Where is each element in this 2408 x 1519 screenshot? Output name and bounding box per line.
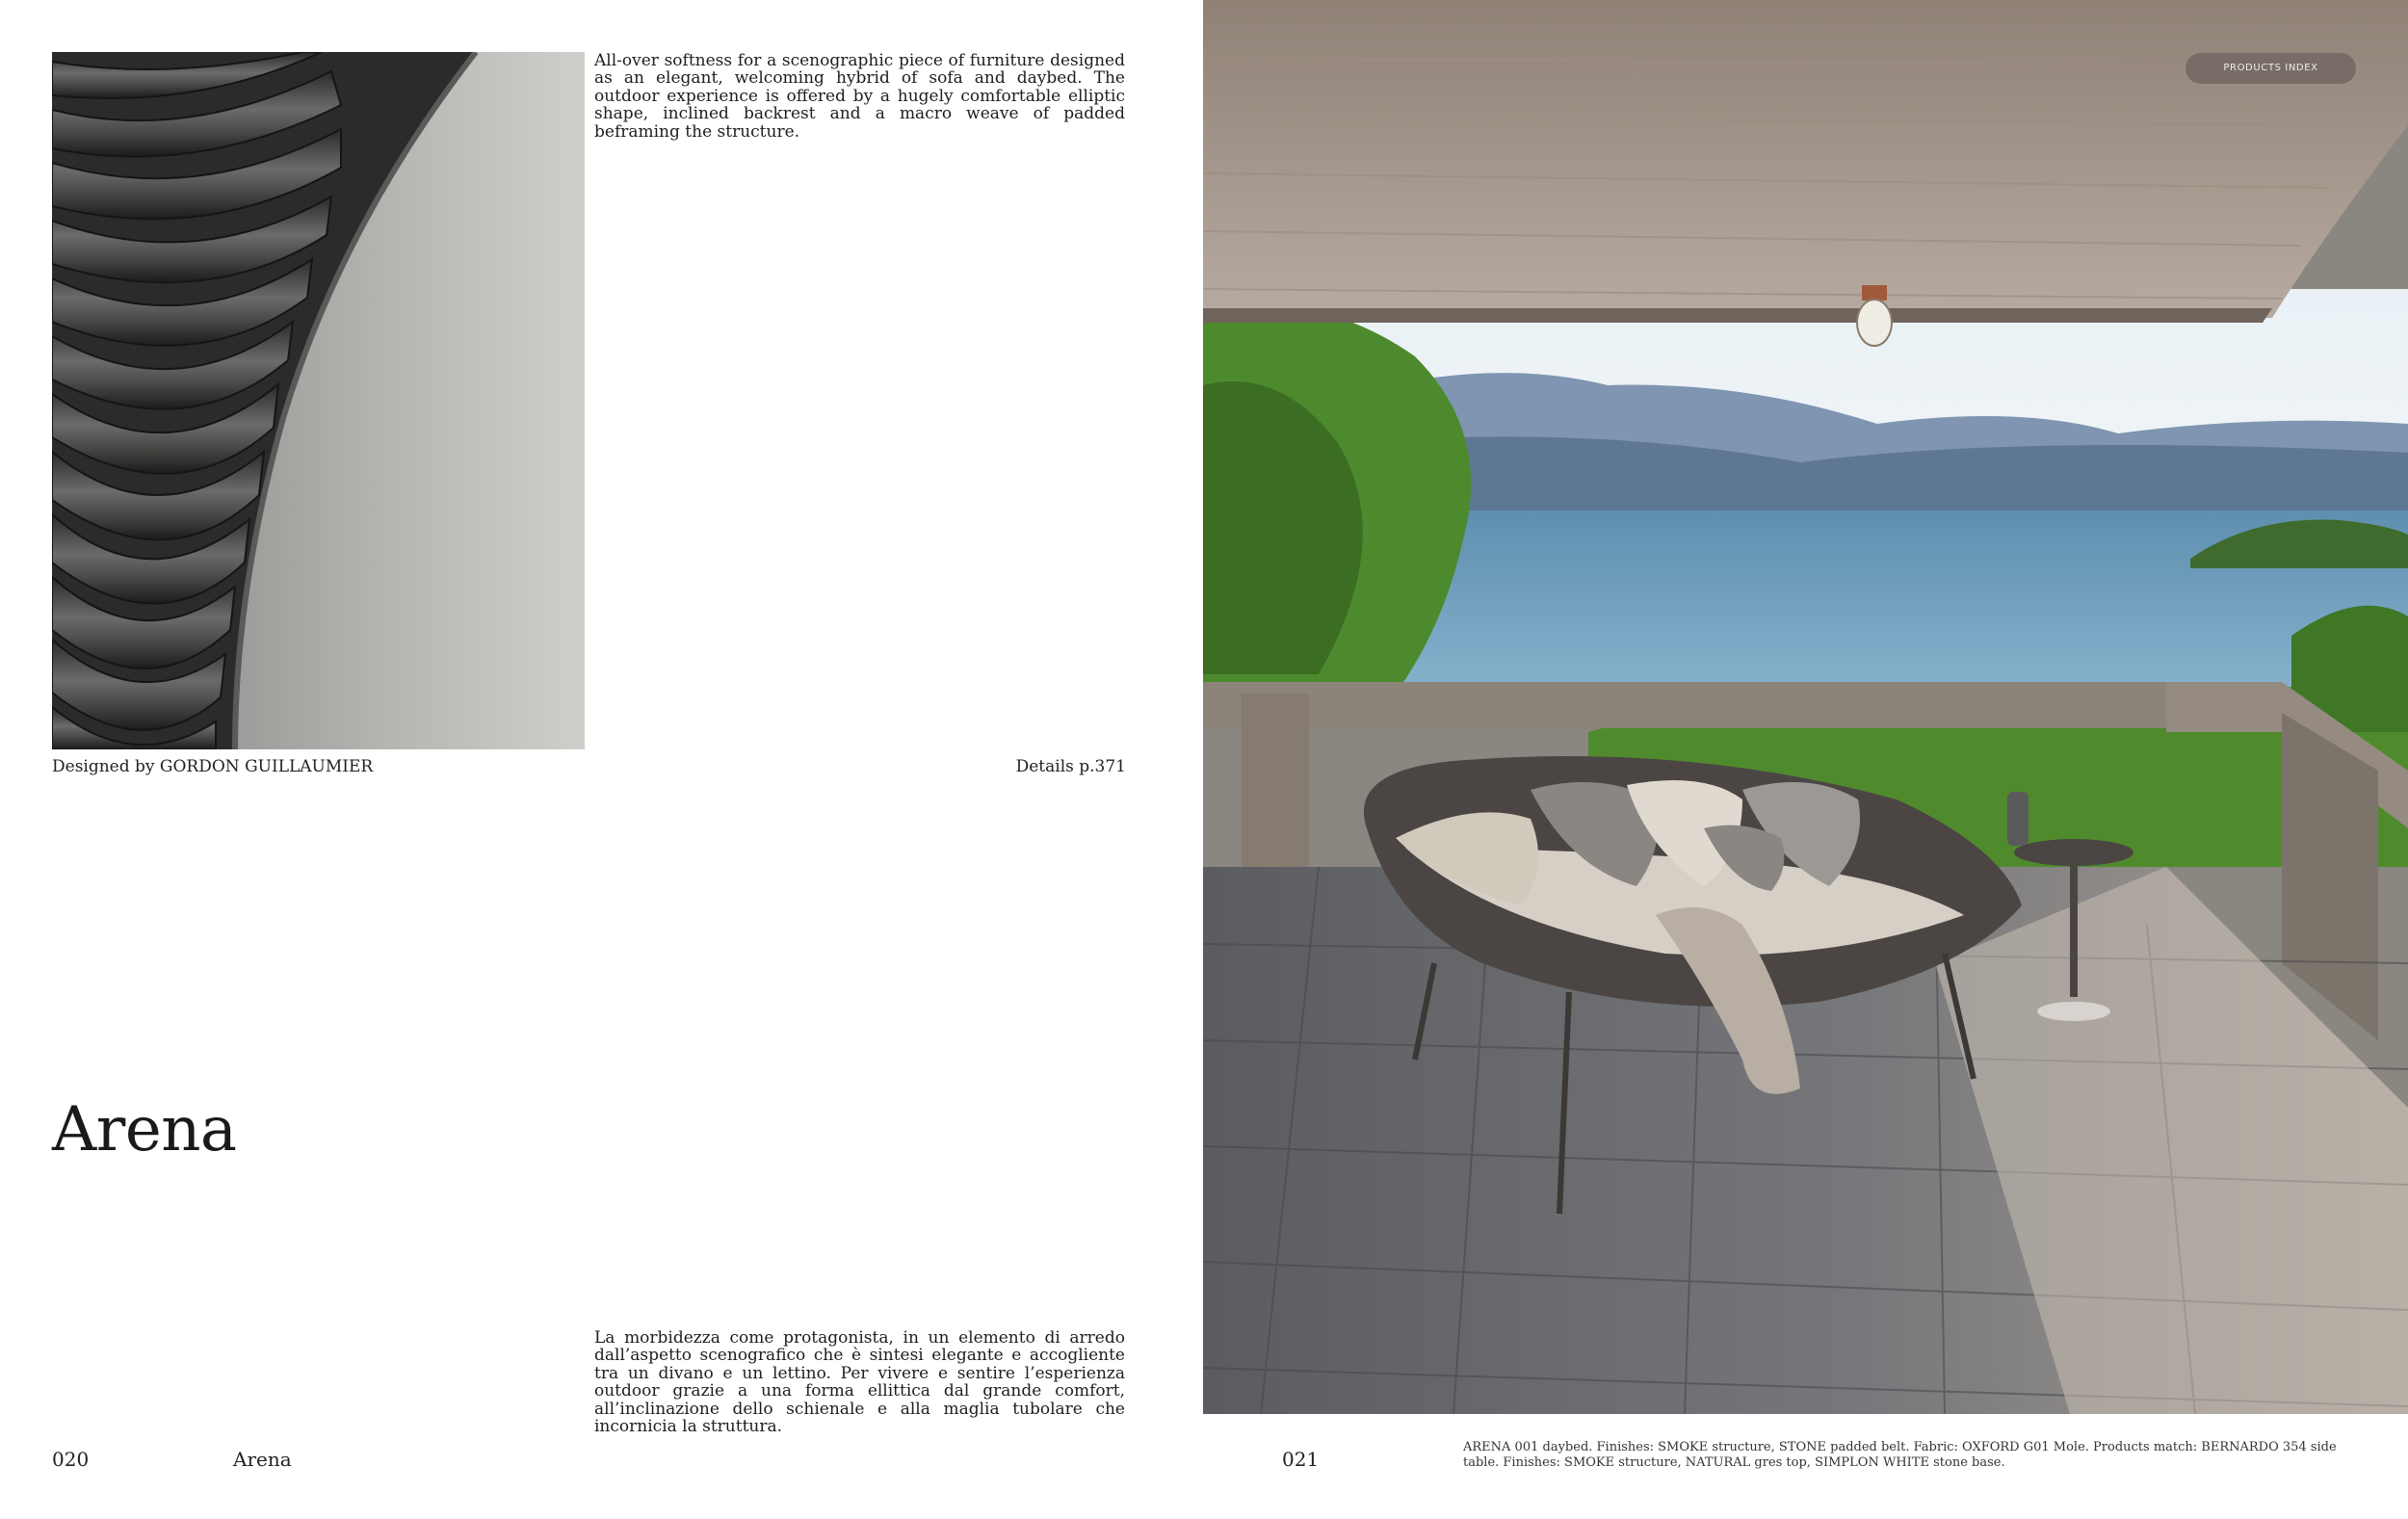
photo-caption: ARENA 001 daybed. Finishes: SMOKE structure, STONE padded belt. Fabric: OXFORD G01 Mole. Products match: BERNARDO 354 side table. Finishes: SMOKE structure, NATURAL gres top, SIMPLON WHITE stone base. xyxy=(1463,1440,2337,1470)
page-number-left: 020 xyxy=(52,1448,90,1471)
page-number-right: 021 xyxy=(1282,1448,1320,1471)
details-page-reference[interactable]: Details p.371 xyxy=(1015,757,1126,776)
description-italian: La morbidezza come protagonista, in un elemento di arredo dall’aspetto scenografico che è sintesi elegante e accogliente tra un divano e un lettino. Per vivere e sentire l’esperienza outdoor grazie a una forma ellittica dal grande comfort, all’inclinazione dello schienale e alla maglia tubolare che incornicia la struttura. xyxy=(594,1328,1125,1437)
product-title: Arena xyxy=(52,1094,237,1165)
products-index-button[interactable]: PRODUCTS INDEX xyxy=(2186,53,2356,84)
terrace-scene-photo xyxy=(1203,0,2408,1414)
description-english: All-over softness for a scenographic piece of furniture designed as an elegant, welcoming hybrid of sofa and daybed. The outdoor experience is offered by a hugely comfortable elliptic shape, inclined backrest and a macro weave of padded beframing the structure. xyxy=(594,51,1125,142)
designer-credit: Designed by GORDON GUILLAUMIER xyxy=(52,757,374,776)
weave-detail-photo xyxy=(52,52,585,749)
section-label: Arena xyxy=(233,1448,292,1471)
